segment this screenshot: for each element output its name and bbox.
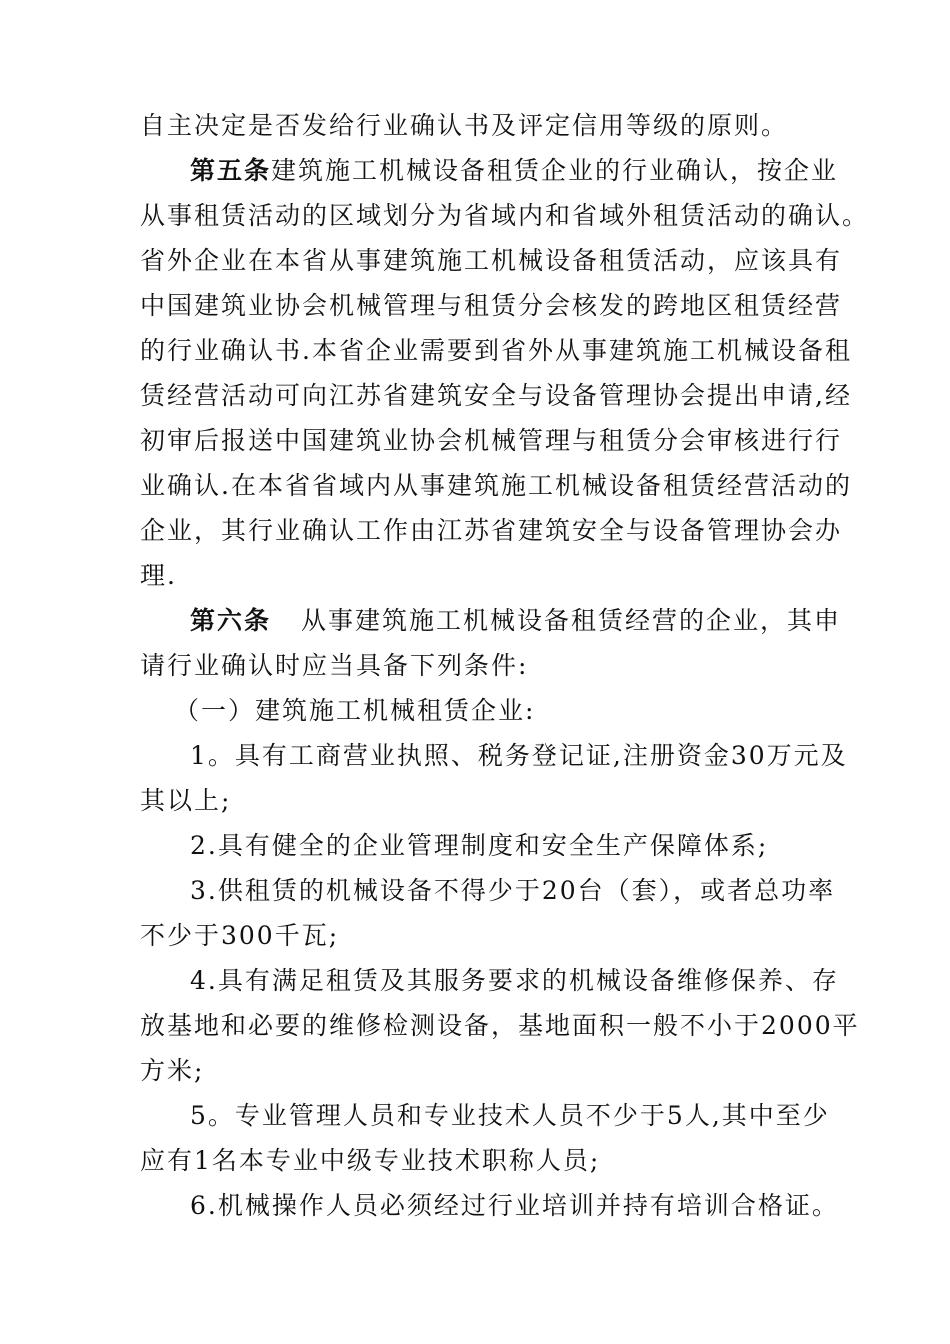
list-item: 4.具有满足租赁及其服务要求的机械设备维修保养、存 [190, 966, 839, 995]
article-5-first-line [140, 148, 839, 193]
document-body [140, 103, 870, 1228]
text-line: 的行业确认书.本省企业需要到省外从事建筑施工机械设备租 [140, 336, 852, 365]
text-line: 从事建筑施工机械设备租赁经营的企业，其申 [301, 606, 842, 635]
list-item: 3.供租赁的机械设备不得少于20台（套），或者总功率 [190, 876, 836, 905]
text-line: 请行业确认时应当具备下列条件: [140, 651, 529, 680]
text-line: 应有1名本专业中级专业技术职称人员; [140, 1146, 601, 1175]
text-line: 建筑施工机械设备租赁企业的行业确认，按企业 [271, 156, 839, 185]
article-5-heading: 第五条 [190, 156, 272, 185]
list-item: 5。专业管理人员和专业技术人员不少于5人,其中至少 [190, 1101, 830, 1130]
text-line: 赁经营活动可向江苏省建筑安全与设备管理协会提出申请,经 [140, 381, 852, 410]
article-6-first-line [140, 598, 842, 643]
text-line: 方米; [140, 1056, 205, 1085]
list-item: 1。具有工商营业执照、税务登记证,注册资金30万元及 [190, 741, 848, 770]
text-line: 从事租赁活动的区域划分为省域内和省域外租赁活动的确认。 [140, 201, 870, 230]
text-line: 其以上; [140, 786, 232, 815]
text-line: 企业，其行业确认工作由江苏省建筑安全与设备管理协会办 [140, 516, 843, 545]
list-item: 6.机械操作人员必须经过行业培训并持有培训合格证。 [190, 1191, 839, 1220]
text-line: 自主决定是否发给行业确认书及评定信用等级的原则。 [140, 111, 789, 140]
text-line: 理. [140, 561, 177, 590]
text-line: 业确认.在本省省域内从事建筑施工机械设备租赁经营活动的 [140, 471, 852, 500]
text-line: 省外企业在本省从事建筑施工机械设备租赁活动，应该具有 [140, 246, 843, 275]
text-line: 中国建筑业协会机械管理与租赁分会核发的跨地区租赁经营 [140, 291, 843, 320]
text-line: 放基地和必要的维修检测设备，基地面积一般不小于2000平 [140, 1011, 860, 1040]
article-6-heading: 第六条 [190, 606, 272, 635]
text-line: 初审后报送中国建筑业协会机械管理与租赁分会审核进行行 [140, 426, 843, 455]
list-item: 2.具有健全的企业管理制度和安全生产保障体系; [190, 831, 769, 860]
text-line: （一）建筑施工机械租赁企业: [174, 696, 536, 725]
text-line: 不少于300千瓦; [140, 921, 340, 950]
